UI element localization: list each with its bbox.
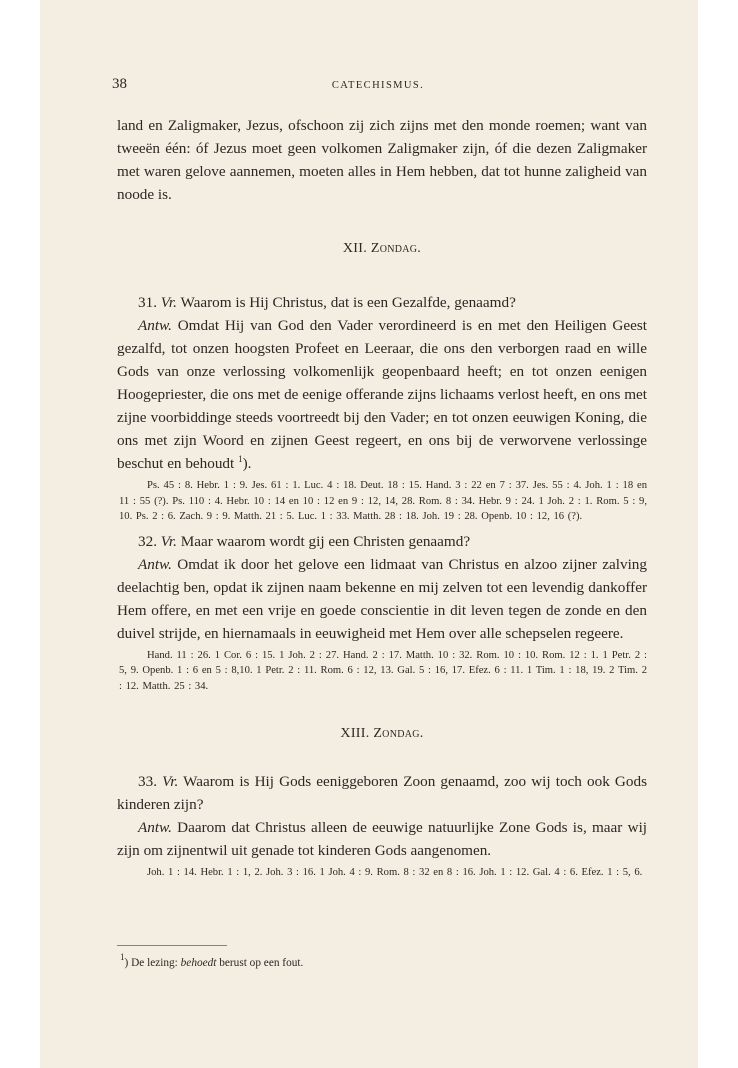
footnote-text: berust op een fout. bbox=[219, 957, 304, 969]
page-header bbox=[112, 76, 644, 96]
footnote-divider bbox=[117, 945, 227, 946]
footnote-number: 1 bbox=[120, 952, 125, 962]
antw-label: Antw. bbox=[138, 819, 172, 836]
vr-label: Vr. bbox=[162, 773, 179, 790]
section-numeral: XII. bbox=[342, 241, 368, 256]
question-number: 32. bbox=[138, 532, 157, 550]
vr-label: Vr. bbox=[160, 532, 177, 550]
antw-label: Antw. bbox=[138, 317, 172, 334]
intro-paragraph: land en Zaligmaker, Jezus, ofschoon zij zich zijns met den monde roemen; want van tweeën één: óf Jezus moet geen volkomen Zaligmaker zijn, óf die dezen Zaligmaker met waren gelove aannemen, moeten alles in Hem hebben, dat tot hunne zaligheid van noode is. bbox=[117, 117, 647, 203]
answer-end: ). bbox=[242, 455, 252, 472]
scripture-references-33: Joh. 1 : 14. Hebr. 1 : 1, 2. Joh. 3 : 16. 1 Joh. 4 : 9. Rom. 8 : 32 en 8 : 16. Joh. 1 : 12. Gal. 4 : 6. Efez. 1 : 5, 6. bbox=[147, 867, 643, 878]
page-body bbox=[117, 114, 647, 886]
answer-text: Omdat Hij van God den Vader verordineerd is en met den Heiligen Geest gezalfd, tot onzen hoogsten Profeet en Leeraar, die ons den verborgen raad en wille Gods van onze verlossing volkomenlijk geopenbaard heeft; en tot onzen eenigen Hoogepriester, die ons met de eenige offerande zijns lichaams verlost heeft, en ons met zijne voorbiddinge steeds voortreedt bij den Vader; en tot onzen eeuwigen Koning, die ons met zijn Woord en zijnen Geest regeert, en ons bij de verworvene verlossinge beschut en behoudt bbox=[117, 317, 648, 472]
scripture-references-32: Hand. 11 : 26. 1 Cor. 6 : 15. 1 Joh. 2 : 27. Hand. 2 : 17. Matth. 10 : 32. Rom. 10 : 10. Rom. 12 : 1. 1 Petr. 2 : 5, 9. Openb. 1 : 6 en 5 : 8,10. 1 Petr. 2 : 11. Rom. 6 : 12, 13. Gal. 5 : 16, 17. Efez. 6 : 11. 1 Tim. 1 : 18, 19. 2 Tim. 2 : 12. Matth. 25 : 34. bbox=[119, 649, 647, 692]
section-heading-xiii bbox=[117, 726, 647, 742]
running-head: CATECHISMUS. bbox=[331, 80, 425, 91]
section-numeral: XIII. bbox=[340, 726, 370, 741]
footnote bbox=[120, 952, 640, 970]
book-page bbox=[40, 0, 698, 1068]
question-32 bbox=[117, 530, 647, 553]
question-number: 33. bbox=[138, 773, 157, 790]
question-31 bbox=[117, 291, 647, 314]
footnote-marker: 1 bbox=[238, 454, 243, 464]
answer-31 bbox=[117, 314, 647, 475]
section-word: Zondag. bbox=[373, 726, 424, 741]
question-text: Waarom is Hij Christus, dat is een Gezalfde, genaamd? bbox=[180, 294, 516, 311]
question-33 bbox=[117, 770, 647, 816]
answer-33 bbox=[117, 816, 647, 862]
antw-label: Antw. bbox=[138, 555, 172, 573]
section-heading-xii bbox=[117, 241, 647, 257]
section-word: Zondag. bbox=[370, 241, 422, 256]
answer-32 bbox=[117, 553, 647, 645]
question-text: Waarom is Hij Gods eeniggeboren Zoon genaamd, zoo wij toch ook Gods kinderen zijn? bbox=[117, 773, 647, 813]
question-text: Maar waarom wordt gij een Christen genaamd? bbox=[180, 532, 471, 550]
question-number: 31. bbox=[138, 294, 157, 311]
answer-text: Omdat ik door het gelove een lidmaat van Christus en alzoo zijner zalving deelachtig ben, opdat ik zijnen naam bekenne en mij zelven tot een levendig dankoffer Hem offere, en met een vrije en goede conscientie in dit leven tegen de zonde en den duivel strijde, en hiernamaals in eeuwigheid met Hem over alle schepselen regeere. bbox=[117, 555, 647, 642]
page-number: 38 bbox=[112, 76, 127, 92]
footnote-emphasis: behoedt bbox=[180, 957, 217, 969]
answer-text: Daarom dat Christus alleen de eeuwige natuurlijke Zone Gods is, maar wij zijn om zijnentwil uit genade tot kinderen Gods aangenomen. bbox=[117, 819, 648, 859]
scripture-references-31: Ps. 45 : 8. Hebr. 1 : 9. Jes. 61 : 1. Luc. 4 : 18. Deut. 18 : 15. Hand. 3 : 22 en 7 : 37. Jes. 55 : 4. Joh. 1 : 18 en 11 : 55 (?). Ps. 110 : 4. Hebr. 10 : 14 en 10 : 12 en 9 : 12, 14, 28. Rom. 8 : 34. Hebr. 9 : 24. 1 Joh. 2 : 1. Rom. 5 : 9, 10. Ps. 2 : 6. Zach. 9 : 9. Matth. 21 : 5. Luc. 1 : 33. Matth. 28 : 18. Joh. 19 : 28. Openb. 10 : 12, 16 (?). bbox=[119, 480, 647, 522]
footnote-label: ) De lezing: bbox=[124, 957, 178, 969]
vr-label: Vr. bbox=[160, 294, 177, 311]
